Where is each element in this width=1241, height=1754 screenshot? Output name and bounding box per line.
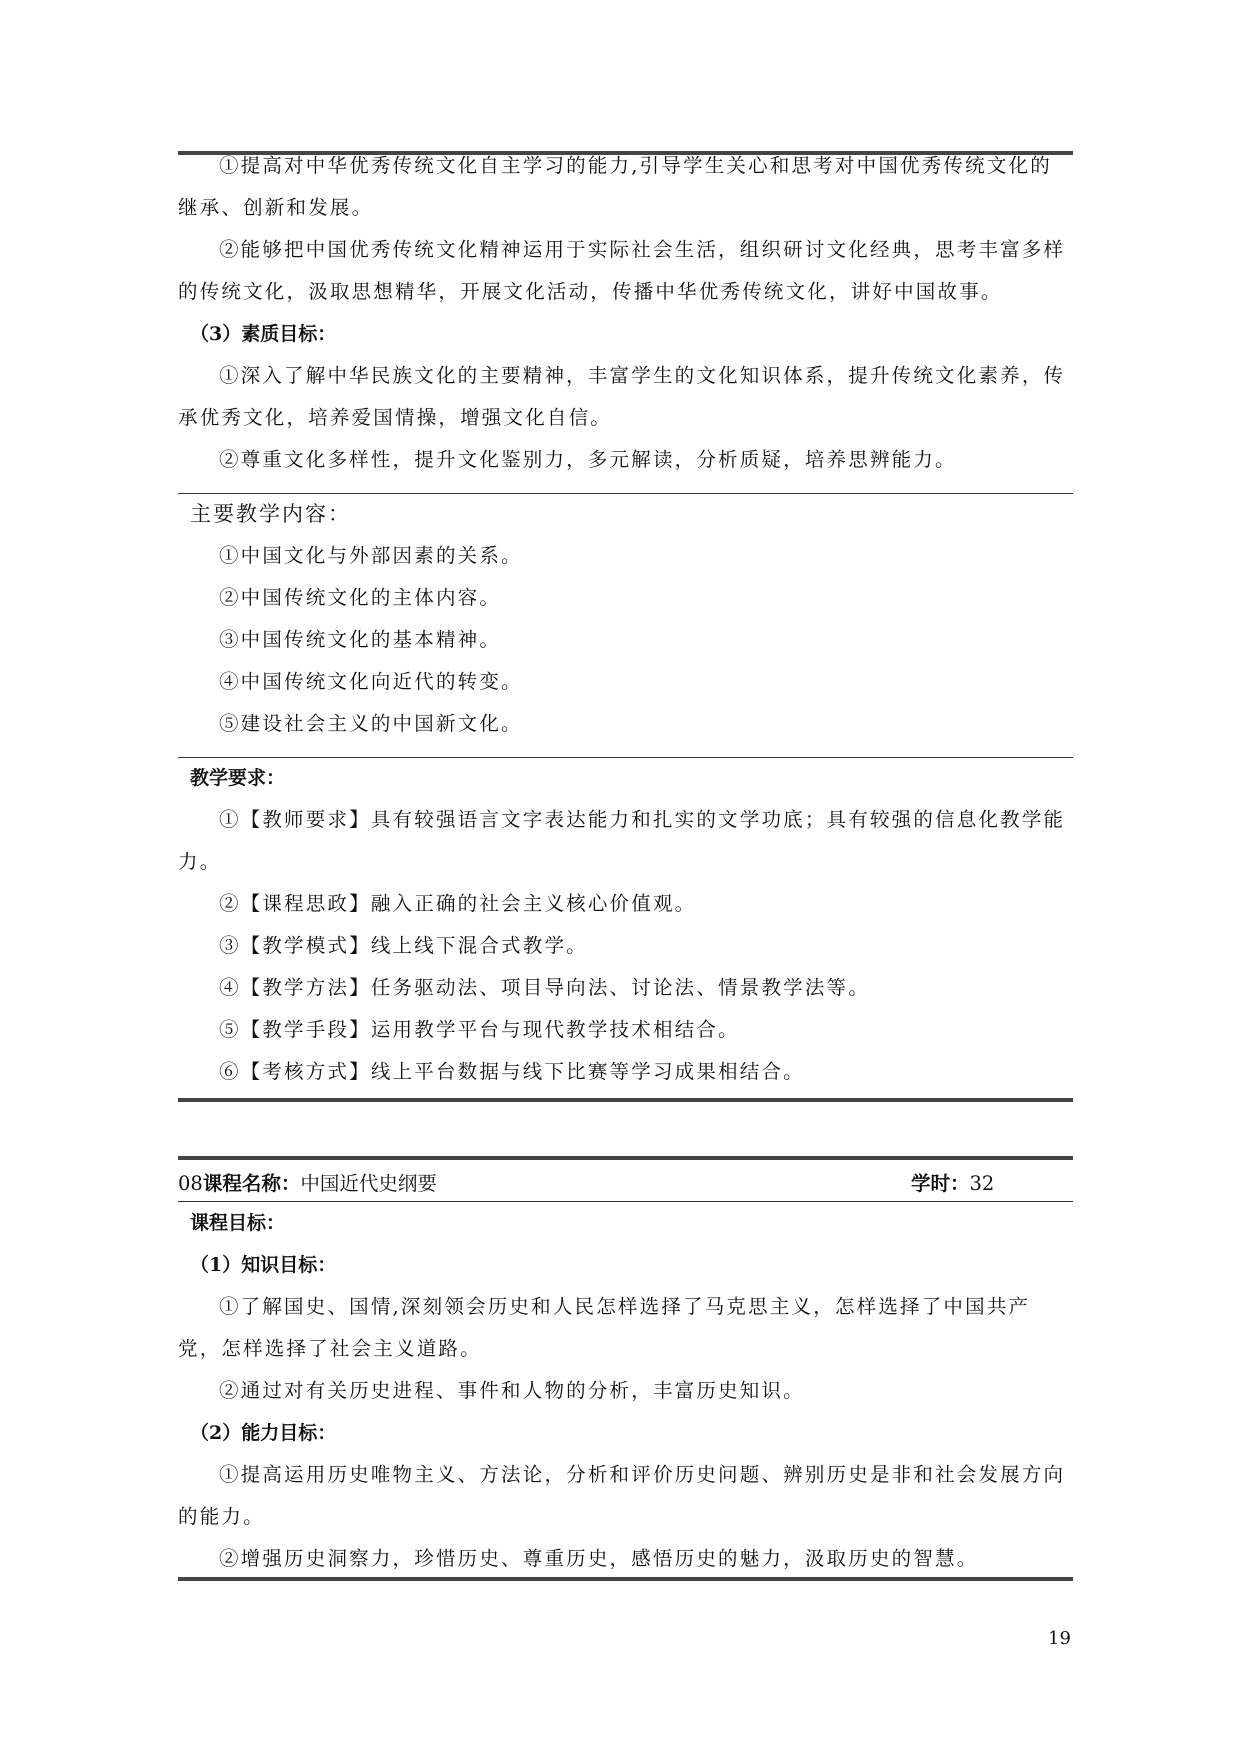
ability-item: ①提高运用历史唯物主义、方法论，分析和评价历史问题、辨别历史是非和社会发展方向的能力。 (178, 1463, 1066, 1528)
goals-section (178, 1202, 1073, 1580)
quality-heading: （3）素质目标： (190, 323, 337, 345)
content-heading: 主要教学内容： (190, 502, 351, 526)
content-item: ①中国文化与外部因素的关系。 (218, 544, 523, 567)
requirement-item: ⑤【教学手段】运用教学平台与现代教学技术相结合。 (218, 1018, 740, 1041)
block1-bottom-rule (178, 1098, 1073, 1102)
quality-item: ①深入了解中华民族文化的主要精神，丰富学生的文化知识体系，提升传统文化素养，传承优秀文化，培养爱国情操，增强文化自信。 (178, 364, 1066, 429)
knowledge-item: ①了解国史、国情,深刻领会历史和人民怎样选择了马克思主义，怎样选择了中国共产党，怎样选择了社会主义道路。 (178, 1295, 1031, 1360)
hours-label: 学时： (911, 1172, 970, 1195)
block2-bottom-rule (178, 1577, 1073, 1581)
ability-section-1 (178, 145, 1073, 481)
content-section (178, 493, 1073, 745)
course-number: 08 (178, 1172, 203, 1195)
requirements-section (178, 757, 1073, 1093)
ability-heading: （2）能力目标： (190, 1422, 337, 1444)
requirement-item: ②【课程思政】融入正确的社会主义核心价值观。 (218, 892, 697, 915)
content-item: ②中国传统文化的主体内容。 (218, 586, 502, 609)
content-item: ⑤建设社会主义的中国新文化。 (218, 712, 523, 735)
goal-heading: 课程目标： (190, 1212, 286, 1234)
course-name: 中国近代史纲要 (300, 1172, 437, 1195)
course-hours (911, 1163, 994, 1205)
knowledge-heading: （1）知识目标： (190, 1254, 337, 1276)
course-name-label: 课程名称： (202, 1172, 301, 1195)
content-item: ④中国传统文化向近代的转变。 (218, 670, 523, 693)
ability-item: ②能够把中国优秀传统文化精神运用于实际社会生活，组织研讨文化经典，思考丰富多样的传统文化，汲取思想精华，开展文化活动，传播中华优秀传统文化，讲好中国故事。 (178, 238, 1066, 303)
block2-top-rule (178, 1156, 1073, 1160)
quality-item: ②尊重文化多样性，提升文化鉴别力，多元解读，分析质疑，培养思辨能力。 (218, 448, 957, 471)
requirements-heading: 教学要求： (190, 767, 286, 789)
course-title-row (178, 1163, 1073, 1205)
knowledge-item: ②通过对有关历史进程、事件和人物的分析，丰富历史知识。 (218, 1379, 805, 1402)
requirement-item: ④【教学方法】任务驱动法、项目导向法、讨论法、情景教学法等。 (218, 976, 870, 999)
ability-item: ①提高对中华优秀传统文化自主学习的能力,引导学生关心和思考对中国优秀传统文化的继承、创新和发展。 (178, 154, 1052, 219)
hours-value: 32 (969, 1172, 995, 1195)
requirement-item: ③【教学模式】线上线下混合式教学。 (218, 934, 588, 957)
page-number: 19 (1048, 1628, 1071, 1649)
requirement-item: ①【教师要求】具有较强语言文字表达能力和扎实的文学功底；具有较强的信息化教学能力。 (178, 808, 1066, 873)
content-item: ③中国传统文化的基本精神。 (218, 628, 502, 651)
ability-item: ②增强历史洞察力，珍惜历史、尊重历史，感悟历史的魅力，汲取历史的智慧。 (218, 1547, 979, 1570)
requirement-item: ⑥【考核方式】线上平台数据与线下比赛等学习成果相结合。 (218, 1060, 805, 1083)
